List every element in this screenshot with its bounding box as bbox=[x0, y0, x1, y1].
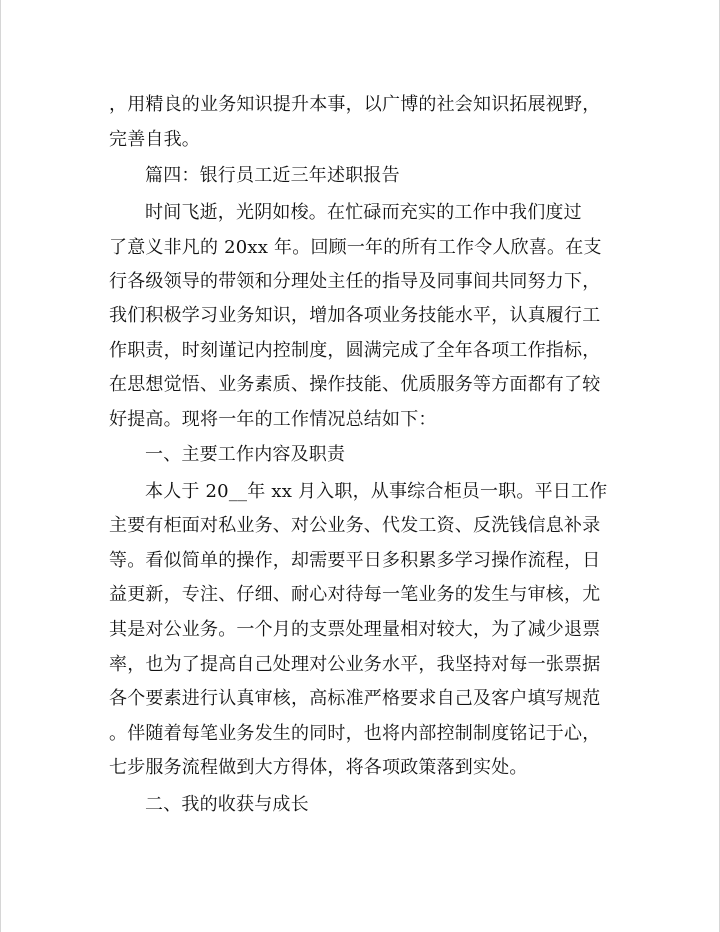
text-line: 益更新，专注、仔细、耐心对待每一笔业务的发生与审核，尤 bbox=[109, 584, 601, 605]
text-line: 作职责，时刻谨记内控制度，圆满完成了全年各项工作指标， bbox=[109, 340, 601, 361]
text-line: 本人于 20__年 xx 月入职，从事综合柜员一职。平日工作 bbox=[145, 481, 608, 502]
text-line: 我们积极学习业务知识，增加各项业务技能水平，认真履行工 bbox=[109, 305, 601, 326]
text-line: 在思想觉悟、业务素质、操作技能、优质服务等方面都有了较 bbox=[109, 374, 601, 395]
text-line: 好提高。现将一年的工作情况总结如下： bbox=[109, 409, 437, 430]
text-line: 。伴随着每笔业务发生的同时，也将内部控制制度铭记于心， bbox=[109, 723, 601, 744]
text-line: 七步服务流程做到大方得体，将各项政策落到实处。 bbox=[109, 757, 528, 778]
text-line: 其是对公业务。一个月的支票处理量相对较大，为了减少退票 bbox=[109, 619, 601, 640]
section-heading: 篇四：银行员工近三年述职报告 bbox=[145, 165, 400, 186]
text-line: 行各级领导的带领和分理处主任的指导及同事间共同努力下， bbox=[109, 271, 601, 292]
text-line: ，用精良的业务知识提升本事，以广博的社会知识拓展视野， bbox=[109, 94, 601, 115]
text-line: 完善自我。 bbox=[109, 129, 200, 150]
text-line: 各个要素进行认真审核，高标准严格要求自己及客户填写规范 bbox=[109, 688, 601, 709]
section-heading: 一、主要工作内容及职责 bbox=[145, 444, 346, 465]
section-heading: 二、我的收获与成长 bbox=[145, 794, 309, 815]
text-line: 了意义非凡的 20xx 年。回顾一年的所有工作令人欣喜。在支 bbox=[109, 237, 602, 258]
text-line: 等。看似简单的操作，却需要平日多积累多学习操作流程，日 bbox=[109, 550, 601, 571]
text-line: 主要有柜面对私业务、对公业务、代发工资、反洗钱信息补录 bbox=[109, 515, 601, 536]
text-line: 时间飞逝，光阴如梭。在忙碌而充实的工作中我们度过 bbox=[145, 202, 582, 223]
text-line: 率，也为了提高自己处理对公业务水平，我坚持对每一张票据 bbox=[109, 654, 601, 675]
